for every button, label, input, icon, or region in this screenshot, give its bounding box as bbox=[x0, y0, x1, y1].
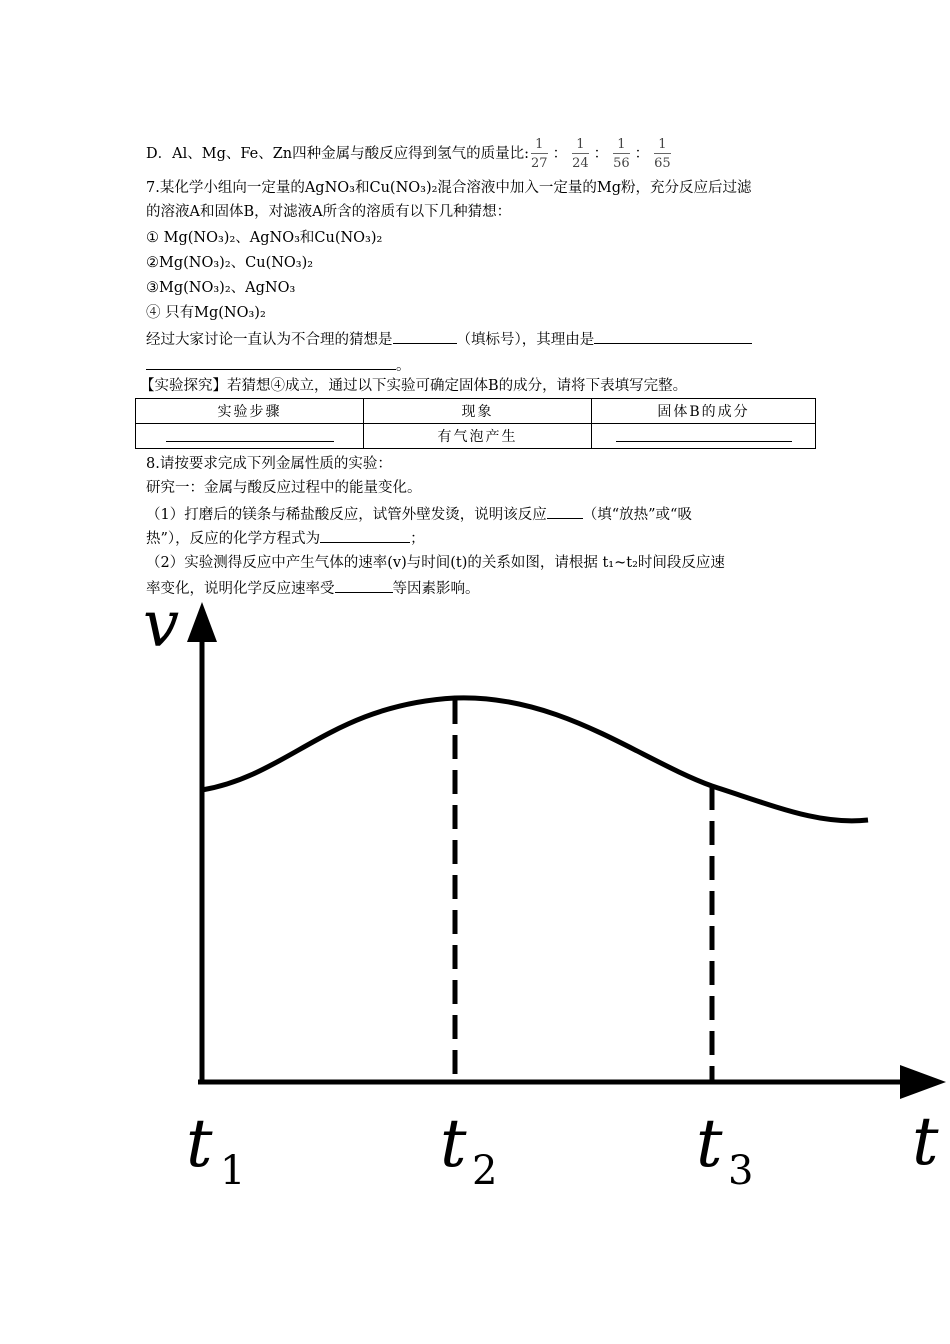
tick-t2-sub: 2 bbox=[472, 1148, 498, 1194]
q7-stem-line-1: 7.某化学小组向一定量的AgNO₃和Cu(NO₃)₂混合溶液中加入一定量的Mg粉，充分反应后过滤 bbox=[146, 180, 752, 196]
y-axis-label: v bbox=[143, 590, 180, 662]
fraction-numerator: 1 bbox=[654, 137, 671, 154]
fraction-numerator: 1 bbox=[531, 137, 548, 154]
ratio-separator: ： bbox=[593, 146, 609, 162]
q6-option-d-text: D．Al、Mg、Fe、Zn四种金属与酸反应得到氢气的质量比: bbox=[146, 146, 530, 162]
q6-option-d bbox=[146, 136, 673, 172]
q8-title: 8.请按要求完成下列金属性质的实验： bbox=[146, 456, 392, 472]
answer-blank-reason-continued[interactable] bbox=[146, 354, 396, 370]
fraction-zn bbox=[654, 137, 671, 172]
ratio-separator: ： bbox=[552, 146, 568, 162]
q8-part-2-text-b: 率变化，说明化学反应速率受 bbox=[146, 581, 335, 597]
x-axis-label: t bbox=[912, 1103, 939, 1180]
q7-stem-line-2: 的溶液A和固体B，对滤液A所含的溶质有以下几种猜想： bbox=[146, 204, 512, 220]
q7-discussion-line bbox=[146, 328, 752, 350]
period: 。 bbox=[396, 358, 411, 374]
answer-blank-heat[interactable] bbox=[547, 503, 583, 519]
q8-part-1-line-1 bbox=[146, 503, 692, 525]
q7-guess-1: ① Mg(NO₃)₂、AgNO₃和Cu(NO₃)₂ bbox=[146, 230, 383, 246]
semicolon: ； bbox=[410, 531, 425, 547]
fraction-denominator: 65 bbox=[654, 155, 671, 171]
q8-part-1-text-a: （1）打磨后的镁条与稀盐酸反应，试管外壁发烫，说明该反应 bbox=[146, 507, 547, 523]
q7-guess-3: ③Mg(NO₃)₂、AgNO₃ bbox=[146, 280, 296, 296]
fraction-fe bbox=[613, 137, 630, 172]
answer-blank-reason[interactable] bbox=[594, 328, 752, 344]
q7-guess-2: ②Mg(NO₃)₂、Cu(NO₃)₂ bbox=[146, 255, 314, 271]
fraction-denominator: 24 bbox=[572, 155, 589, 171]
q7-explore-instruction: 【实验探究】若猜想④成立，通过以下实验可确定固体B的成分，请将下表填写完整。 bbox=[140, 378, 688, 394]
tick-t3-main: t bbox=[696, 1105, 723, 1182]
fraction-numerator: 1 bbox=[572, 137, 589, 154]
header-steps: 实验步骤 bbox=[136, 399, 364, 424]
fraction-numerator: 1 bbox=[613, 137, 630, 154]
q7-discussion-text-a: 经过大家讨论一直认为不合理的猜想是 bbox=[146, 332, 393, 348]
tick-t1-main: t bbox=[186, 1105, 213, 1182]
y-axis-arrow bbox=[187, 602, 217, 642]
q7-discussion-text-b: （填标号），其理由是 bbox=[456, 332, 595, 348]
ratio-separator: ： bbox=[634, 146, 650, 162]
cell-phenomenon: 有气泡产生 bbox=[364, 424, 592, 449]
tick-t1-sub: 1 bbox=[220, 1148, 246, 1194]
header-solid-b: 固体B的成分 bbox=[592, 399, 816, 424]
q8-part-1-line-2 bbox=[146, 527, 425, 549]
answer-blank-equation[interactable] bbox=[320, 527, 410, 543]
cell-solid-b bbox=[592, 424, 816, 449]
rate-time-graph bbox=[0, 590, 950, 1200]
q8-part-1-text-b: （填“放热”或“吸 bbox=[582, 507, 692, 523]
fraction-denominator: 56 bbox=[613, 155, 630, 171]
answer-blank-steps[interactable] bbox=[166, 426, 334, 442]
tick-t3-sub: 3 bbox=[728, 1148, 754, 1194]
q7-discussion-continued bbox=[146, 354, 411, 376]
q8-study-1: 研究一：金属与酸反应过程中的能量变化。 bbox=[146, 480, 422, 496]
answer-blank-solid-b[interactable] bbox=[616, 426, 792, 442]
rate-curve bbox=[202, 698, 868, 821]
cell-steps bbox=[136, 424, 364, 449]
answer-blank-guess-number[interactable] bbox=[393, 328, 457, 344]
fraction-al bbox=[531, 137, 548, 172]
q8-part-2-end: 等因素影响。 bbox=[392, 581, 480, 597]
header-phenomenon: 现象 bbox=[364, 399, 592, 424]
q7-guess-4: ④ 只有Mg(NO₃)₂ bbox=[146, 305, 266, 321]
fraction-mg bbox=[572, 137, 589, 172]
q8-part-2-line-1: （2）实验测得反应中产生气体的速率(v)与时间(t)的关系如图，请根据 t₁~t₂时间段反应速 bbox=[146, 555, 725, 571]
x-axis-arrow bbox=[900, 1065, 946, 1099]
table-row bbox=[136, 424, 816, 449]
q8-part-1-text-c: 热”），反应的化学方程式为 bbox=[146, 531, 321, 547]
tick-t2-main: t bbox=[440, 1105, 467, 1182]
experiment-table bbox=[135, 398, 816, 449]
table-header-row bbox=[136, 399, 816, 424]
fraction-denominator: 27 bbox=[531, 155, 548, 171]
